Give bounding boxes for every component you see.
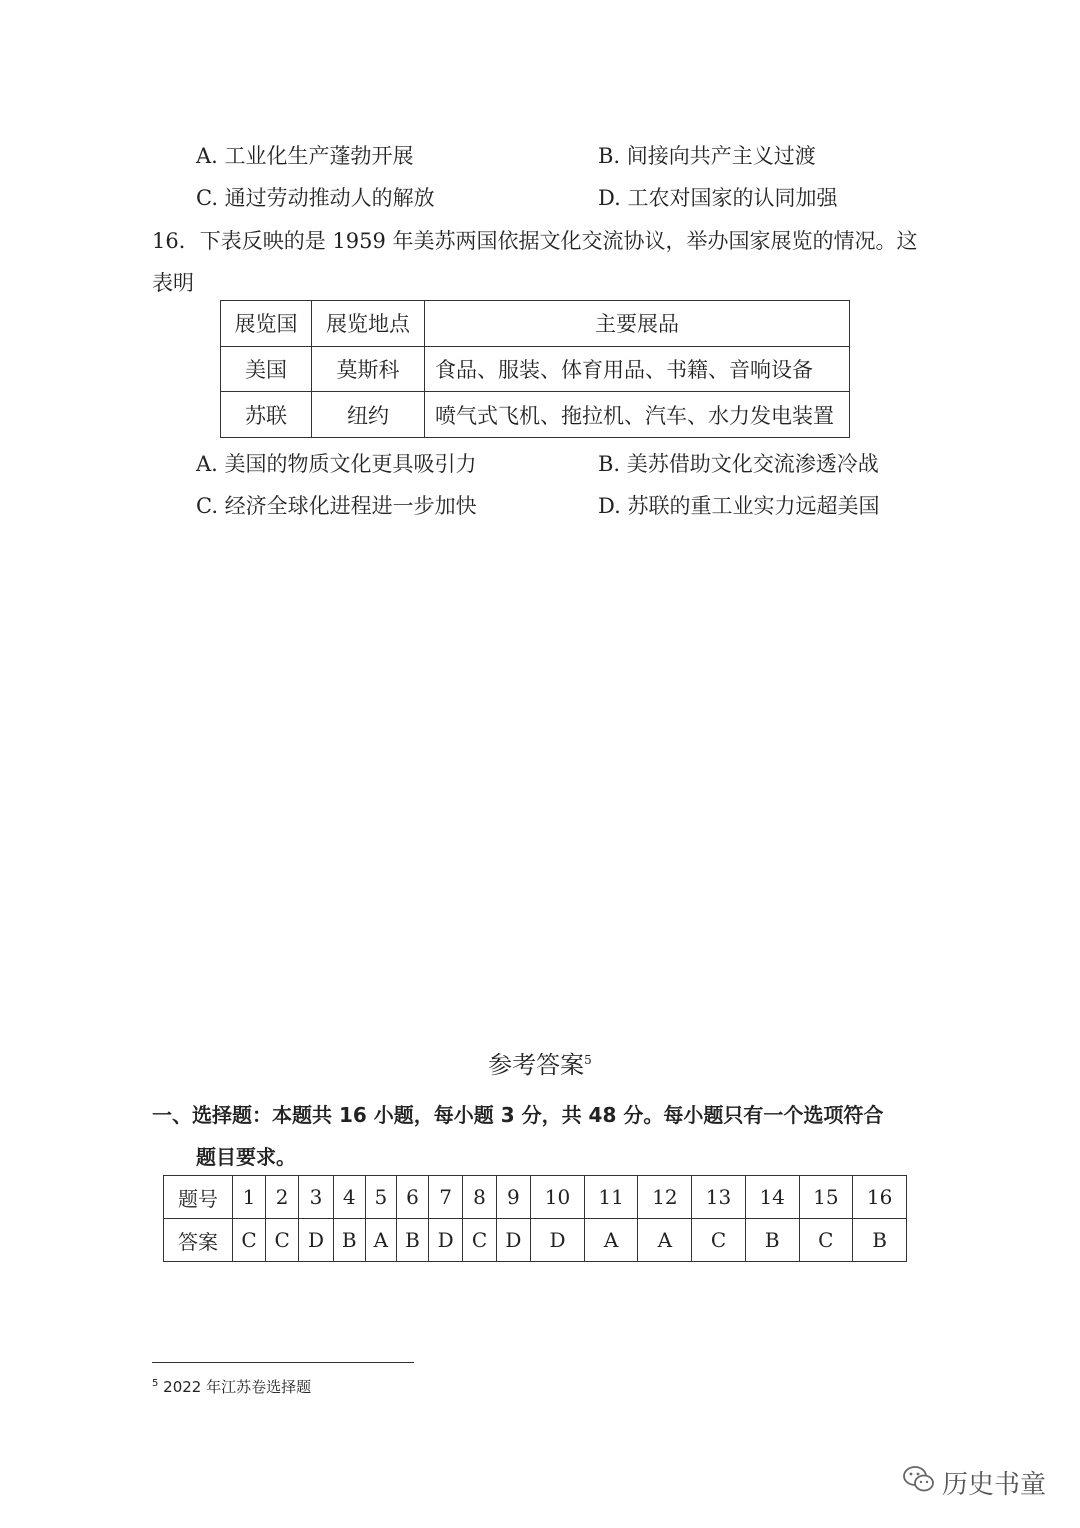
- table-cell: 美国: [221, 346, 312, 392]
- answer-cell: B: [853, 1219, 907, 1262]
- question-number-cell: 16: [853, 1176, 907, 1219]
- answer-cell: C: [266, 1219, 299, 1262]
- table-header-row: [221, 301, 850, 347]
- answer-cell: C: [692, 1219, 746, 1262]
- q16-option-d: D. 苏联的重工业实力远超美国: [598, 494, 880, 518]
- question-number-cell: 15: [799, 1176, 853, 1219]
- answer-table: [163, 1175, 907, 1262]
- question-number-cell: 8: [463, 1176, 496, 1219]
- table-cell: 喷气式飞机、拖拉机、汽车、水力发电装置: [425, 392, 850, 438]
- row-label-numbers: 题号: [164, 1176, 233, 1219]
- table-cell: 莫斯科: [312, 346, 425, 392]
- q16-stem-line1: 16．下表反映的是 1959 年美苏两国依据文化交流协议，举办国家展览的情况。这: [152, 229, 918, 253]
- question-number-row: [164, 1176, 907, 1219]
- footnote-divider: [152, 1362, 414, 1363]
- answer-cell: B: [333, 1219, 365, 1262]
- q15-option-d: D. 工农对国家的认同加强: [598, 186, 838, 210]
- answer-cell: A: [584, 1219, 638, 1262]
- answer-cell: C: [233, 1219, 266, 1262]
- question-number-cell: 13: [692, 1176, 746, 1219]
- exhibition-table: [220, 300, 850, 438]
- answers-title: [0, 1045, 1080, 1080]
- q16-option-b: B. 美苏借助文化交流渗透冷战: [598, 452, 879, 476]
- question-number-cell: 6: [397, 1176, 429, 1219]
- question-number-cell: 3: [299, 1176, 334, 1219]
- q15-option-a: A. 工业化生产蓬勃开展: [196, 144, 414, 168]
- q15-option-b: B. 间接向共产主义过渡: [598, 144, 816, 168]
- answer-cell: A: [365, 1219, 396, 1262]
- question-number-cell: 4: [333, 1176, 365, 1219]
- table-row: [221, 392, 850, 438]
- q16-stem-line2: 表明: [152, 271, 194, 295]
- section-instruction-line1: 一、选择题：本题共 16 小题，每小题 3 分，共 48 分。每小题只有一个选项符合: [152, 1103, 884, 1127]
- answer-row: [164, 1219, 907, 1262]
- header-cell: 展览地点: [312, 301, 425, 347]
- question-number-cell: 5: [365, 1176, 396, 1219]
- row-label-answers: 答案: [164, 1219, 233, 1262]
- header-cell: 展览国: [221, 301, 312, 347]
- q15-option-c: C. 通过劳动推动人的解放: [196, 186, 435, 210]
- table-cell: 食品、服装、体育用品、书籍、音响设备: [425, 346, 850, 392]
- question-number-cell: 10: [531, 1176, 585, 1219]
- footnote-marker: 5: [152, 1378, 159, 1389]
- answer-cell: D: [299, 1219, 334, 1262]
- q16-option-c: C. 经济全球化进程进一步加快: [196, 494, 477, 518]
- question-number-cell: 14: [745, 1176, 799, 1219]
- answer-cell: C: [463, 1219, 496, 1262]
- answer-cell: B: [745, 1219, 799, 1262]
- table-row: [221, 346, 850, 392]
- answers-title-text: 参考答案: [488, 1051, 585, 1079]
- answer-cell: D: [531, 1219, 585, 1262]
- answers-title-footnote-marker: 5: [584, 1053, 592, 1067]
- section-instruction-line2: 题目要求。: [196, 1145, 296, 1169]
- table-cell: 纽约: [312, 392, 425, 438]
- answer-cell: D: [428, 1219, 463, 1262]
- q16-option-a: A. 美国的物质文化更具吸引力: [196, 452, 477, 476]
- table-cell: 苏联: [221, 392, 312, 438]
- question-number-cell: 11: [584, 1176, 638, 1219]
- question-number-cell: 9: [496, 1176, 531, 1219]
- footnote-text: 2022 年江苏卷选择题: [163, 1378, 312, 1396]
- footnote: [152, 1376, 311, 1397]
- watermark: [902, 1464, 1046, 1501]
- question-number-cell: 2: [266, 1176, 299, 1219]
- question-number-cell: 1: [233, 1176, 266, 1219]
- answer-cell: B: [397, 1219, 429, 1262]
- question-number-cell: 12: [638, 1176, 692, 1219]
- answer-cell: C: [799, 1219, 853, 1262]
- header-cell: 主要展品: [425, 301, 850, 347]
- answer-cell: A: [638, 1219, 692, 1262]
- watermark-text: 历史书童: [941, 1470, 1046, 1500]
- question-number-cell: 7: [428, 1176, 463, 1219]
- answer-cell: D: [496, 1219, 531, 1262]
- wechat-icon: [902, 1464, 936, 1501]
